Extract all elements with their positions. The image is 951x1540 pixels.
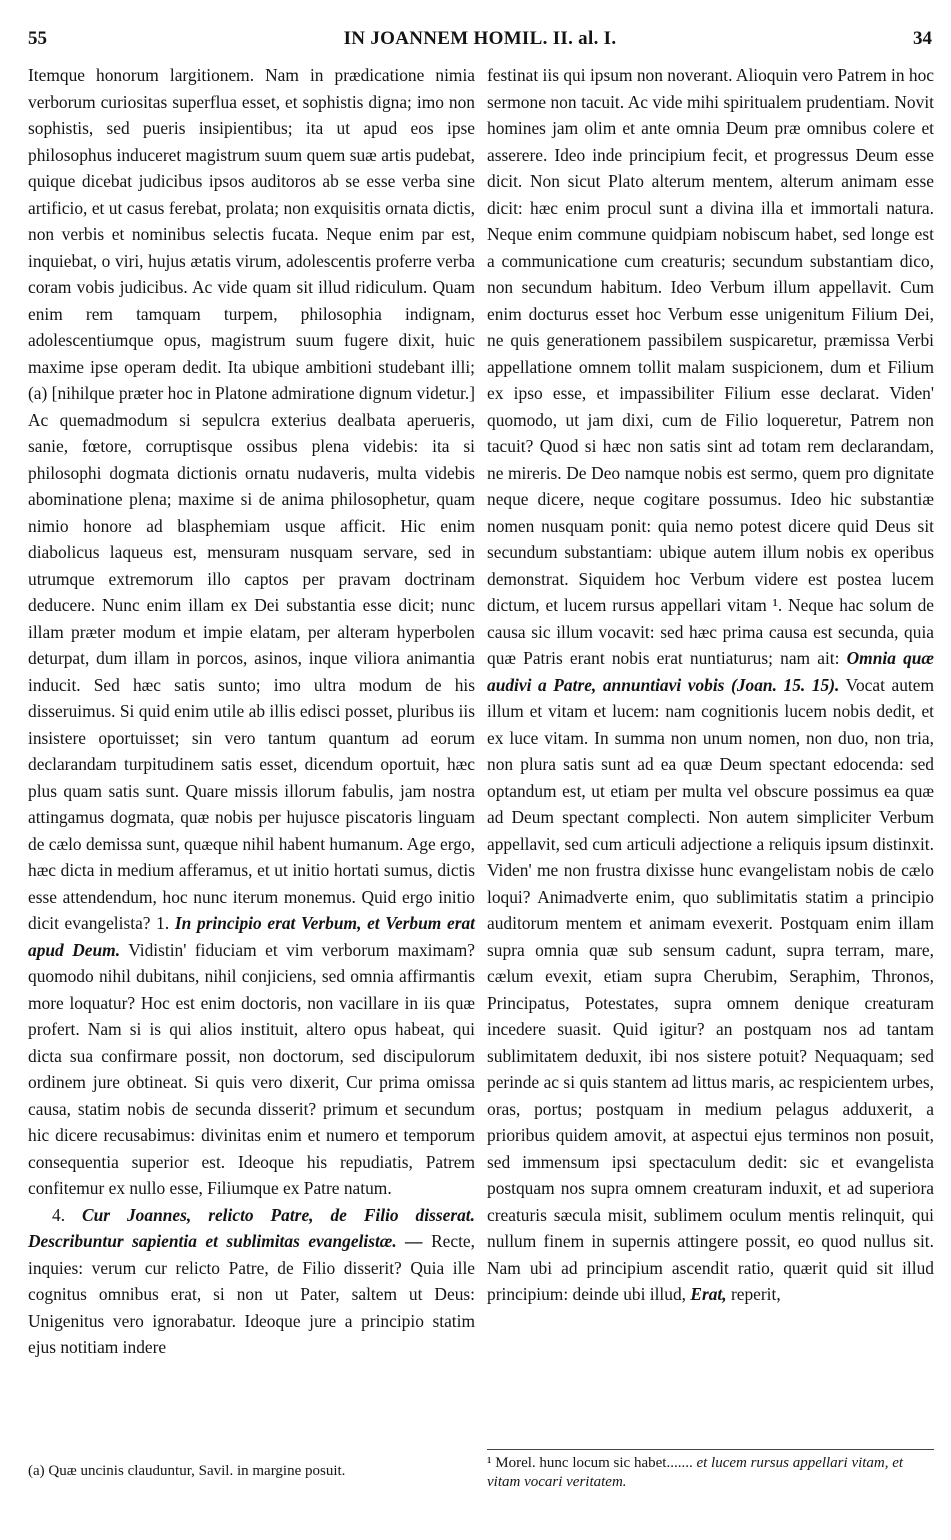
right-p1-end: reperit, [730,1284,781,1304]
left-p2-text: Recte, inquies: verum cur relicto Patre, de Filio disserit? Quia ille cognitus omnibus erat, si non ut Pater, saltem ut Deus: Unigenitus vero ignorabatur. Ideoque jure a principio statim ejus notitiam indere [28,1231,475,1357]
right-p1-rest: Vocat autem illum et vitam et lucem: nam cognitionis lucem nobis dedit, et ex luce vitam. In summa non unum nomen, non duo, non tria, non plura satis sunt ad ea quæ Deum spectant edocenda: sed optandum est, ut etiam per multa vel obscure possimus ea quæ ad Deum spectant complecti. Non autem simpliciter Verbum appellavit, sed cum articuli adjectione a reliquis ipsum distinxit. Viden' me non frustra dixisse hunc evangelistam nobis de cælo loqui? Animadverte enim, quo sublimitatis statim a principio auditorum mentem et animam evexerit. Postquam enim illam supra omnia quæ sub sensum cadunt, supra terram, mare, cælum evexit, etiam supra Cherubim, Seraphim, Thronos, Principatus, Potestates, supra omnem denique creaturam incedere suasit. Quid igitur? an postquam nos ad tantam sublimitatem deduxit, ibi nos sistere potuit? Nequaquam; sed perinde ac si quis stantem ad littus maris, ac respicientem urbes, oras, portus; postquam in medium pelagus adduxerit, a prioribus quidem amovit, at aspectui ejus terminos non posuit, sed immensum ipsi spectaculum dedit: sic et evangelista postquam nos supra omnem creaturam induxit, et ad superiora creaturis sæcula misit, sublimem oculum mentis relinquit, qui nullum finem in supernis attingere possit, eo quod nullus sit. Nam ubi ad principium ascendit ratio, quærit quid sit illud principium: deinde ubi illud, [487,674,934,1304]
page-header [28,28,932,60]
right-paragraph-1 [487,62,934,1308]
right-p1-quote: Omnia quæ audivi a Patre, annuntiavi vobis (Joan. 15. 15). [487,648,934,695]
footnote-right-plain: ¹ Morel. hunc locum sic habet....... [487,1455,693,1471]
left-column [28,62,475,1361]
left-paragraph-2 [28,1202,475,1361]
running-title: IN JOANNEM HOMIL. II. al. I. [343,28,617,49]
right-p1-text: festinat iis qui ipsum non noverant. Alioquin vero Patrem in hoc sermone non tacuit. Ac vide mihi spiritualem prudentiam. Novit homines jam olim et ante omnia Deum præ omnibus colere et asserere. Ideo inde principium fecit, et progressus Deum esse dicit. Non sicut Plato alterum mentem, alterum animam esse dicit: hæc enim procul sunt a divina illa et immortali natura. Neque enim commune quidpiam nobiscum habet, sed longe est a communicatione cum creaturis; secundum substantiam dico, non secundum habitum. Ideo Verbum illum appellavit. Cum enim docturus esset hoc Verbum esse unigenitum Filium Dei, ne quis generationem passibilem suspicaretur, præmissa Verbi appellatione omnem tollit malam suspicionem, dum et Filium ex ipso esse, et impassibiliter Filium esse declarat. Viden' quomodo, ut jam dixi, cum de Filio loqueretur, Patrem non tacuit? Quod si hæc non satis sint ad totam rem declarandam, ne mireris. De Deo namque nobis est sermo, quem pro dignitate neque dicere, neque cogitare possumus. Ideo hic substantiæ nomen nusquam ponit: quia nemo potest dicere quid Deus sit secundum substantiam: ubique autem illum nobis ex operibus demonstrat. Siquidem hoc Verbum videre est postea lucem dictum, et lucem rursus appellari vitam ¹. Neque hac solum de causa sic illum vocavit: sed hæc prima causa est secunda, quia quæ Patris erant nobis erat nuntiaturus; nam ait: [487,65,934,668]
footnote-right-italic: et lucem rursus appellari vitam, et vitam vocari veritatem. [487,1455,904,1490]
left-p1-rest: Vidistin' fiduciam et vim verborum maximam? quomodo nihil dubitans, nihil conjiciens, sed omnia affirmantis more loquatur? Hoc est enim doctoris, non vacillare in iis quæ profert. Nam si is qui alios instituit, altero opus habeat, qui dicta sua confirmare possit, non doctorum, sed discipulorum ordinem jure obtineat. Si quis vero dixerit, Cur prima omissa causa, statim nobis de secunda disserit? primum et secundum hic dicere recusabimus: divinitas enim et numero et temporum consequentia superior est. Ideoque his repudiatis, Patrem confitemur ex nullo esse, Filiumque ex Patre natum. [28,939,475,1198]
section-heading: Cur Joannes, relicto Patre, de Filio disserat. Describuntur sapientia et sublimitas evangelistæ. — [28,1204,475,1251]
footnote-left: (a) Quæ uncinis clauduntur, Savil. in margine posuit. [28,1463,346,1479]
right-p1-erat: Erat, [690,1284,727,1304]
section-number: 4. [52,1204,66,1225]
right-page-number: 34 [913,28,932,49]
left-p1-quote: In principio erat Verbum, et Verbum erat apud Deum. [28,913,475,960]
footnote-right [487,1449,934,1492]
left-p1-text: Itemque honorum largitionem. Nam in prædicatione nimia verborum curiositas superflua esset, et sophistis digna; imo non sophistis, sed pueris insipientibus; ita ut apud eos ipse philosophus induceret magistrum suum quem suæ artis pudebat, quique dicebat judicibus ipsos auditoros ab se esse verba sine artificio, et ut casus ferebat, prolata; non exquisitis ornata dictis, non verbis et nominibus selectis fucata. Neque enim par est, inquiebat, o viri, hujus ætatis virum, adolescentis proferre verba coram vobis judicibus. Ac vide quam sit illud ridiculum. Quam enim rem tamquam turpem, philosophia indignam, adolescentiumque opus, magistrum suum fugere dixit, huic maxime ipse operam dedit. Ita ubique ambitioni studebant illi; (a) [nihilque præter hoc in Platone admiratione dignum videtur.] Ac quemadmodum si sepulcra exterius dealbata aperueris, sanie, fœtore, corruptisque ossibus plena videbis: ita si philosophi dogmata dictionis ornatu nudaveris, multa videbis abominatione plena; maxime si de anima philosophetur, quam nimio honore ad blasphemiam usque afficit. Hic enim diabolicus laqueus est, mensuram nusquam servare, sed in utrumque extremorum illo captos per pravam doctrinam deducere. Nunc enim illam ex Dei substantia esse dicit; nunc illam præter modum et impie elatam, per alteram hyperbolen deturpat, dum illam in porcos, asinos, inque viliora animantia inducit. Sed hæc satis sunto; imo ultra modum de his disseruimus. Si quid enim utile ab illis edisci posset, pluribus iis insistere oportuisset; sin vero tantum quantum ad eorum declarandam turpitudinem satis esset, dicendum oportuit, hæc plus quam satis sunt. Quare missis illorum fabulis, jam nostra attingamus dogmata, quæ nobis per hujusce piscatoris linguam de cælo demissa sunt, quæque nihil habent humanum. Age ergo, hæc dicta in medium afferamus, et ut initio hortati sumus, dictis esse attendendum, hoc nunc iterum monemus. Quid ergo initio dicit evangelista? 1. [28,65,475,933]
left-paragraph-1 [28,62,475,1202]
right-column [487,62,934,1308]
left-page-number: 55 [28,28,47,49]
